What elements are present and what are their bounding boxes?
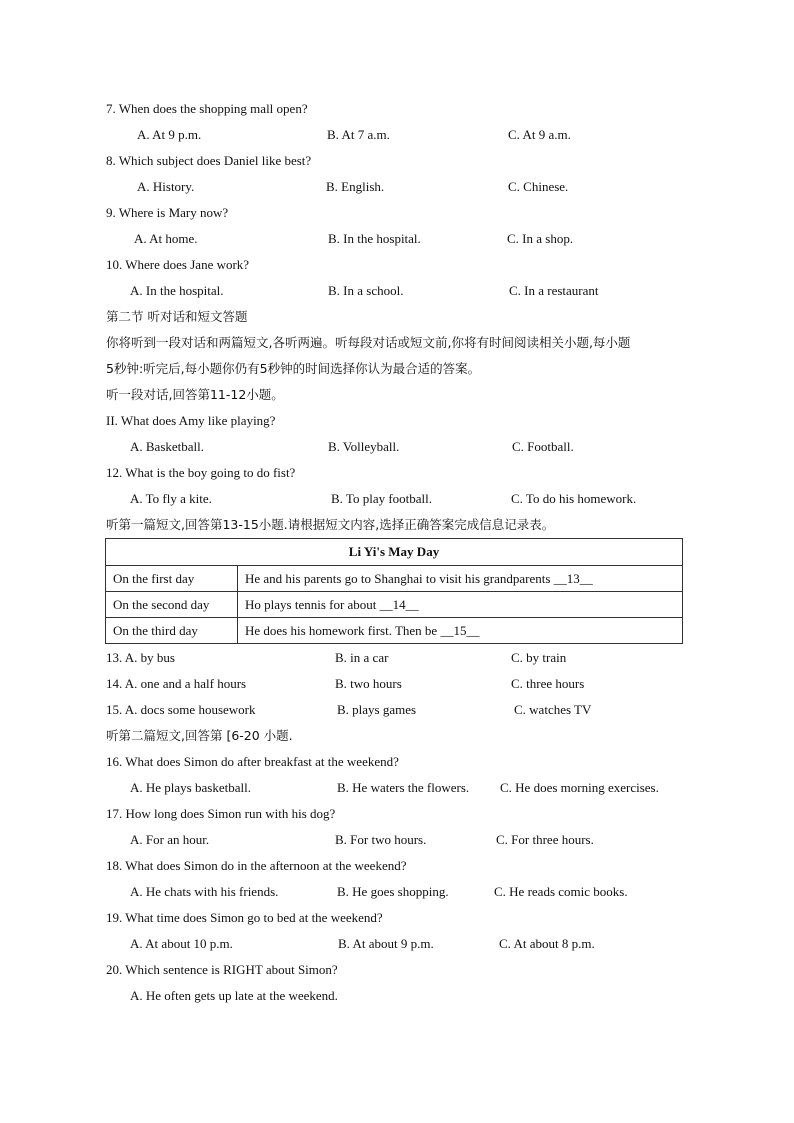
question-18-option-c: C. He reads comic books. bbox=[494, 884, 628, 899]
question-11-option-b: B. Volleyball. bbox=[328, 439, 400, 454]
table-cell-detail bbox=[238, 618, 683, 644]
question-7-stem: 7. When does the shopping mall open? bbox=[106, 101, 308, 116]
question-19-option-c: C. At about 8 p.m. bbox=[499, 936, 595, 951]
question-19-stem: 19. What time does Simon go to bed at the weekend? bbox=[106, 910, 383, 925]
table-cell-detail bbox=[238, 592, 683, 618]
detail-text: He does his homework first. Then be bbox=[245, 622, 441, 638]
question-10-option-c: C. In a restaurant bbox=[509, 283, 599, 298]
table-cell-detail bbox=[238, 566, 683, 592]
question-9-stem: 9. Where is Mary now? bbox=[106, 205, 229, 220]
table-title-row bbox=[106, 539, 683, 566]
question-17-option-a: A. For an hour. bbox=[130, 832, 210, 847]
question-14-option-c: C. three hours bbox=[511, 676, 585, 691]
question-18-stem: 18. What does Simon do in the afternoon at the weekend? bbox=[106, 858, 407, 873]
question-16-option-a: A. He plays basketball. bbox=[130, 780, 251, 795]
question-8-option-a: A. History. bbox=[137, 179, 195, 194]
question-18-option-b: B. He goes shopping. bbox=[337, 884, 449, 899]
question-8-option-c: C. Chinese. bbox=[508, 179, 569, 194]
instructions-line-2: 5秒钟:听完后,每小题你仍有5秒钟的时间选择你认为最合适的答案。 bbox=[106, 361, 481, 376]
question-9-option-b: B. In the hospital. bbox=[328, 231, 421, 246]
question-13-option-a: 13. A. by bus bbox=[106, 650, 175, 665]
question-16-option-c: C. He does morning exercises. bbox=[500, 780, 659, 795]
question-10-stem: 10. Where does Jane work? bbox=[106, 257, 250, 272]
detail-text: Ho plays tennis for about bbox=[245, 596, 380, 612]
question-19-option-b: B. At about 9 p.m. bbox=[338, 936, 434, 951]
table-row bbox=[106, 618, 683, 644]
table-title: Li Yi's May Day bbox=[106, 539, 683, 566]
question-20-option-a: A. He often gets up late at the weekend. bbox=[130, 988, 338, 1003]
question-15-option-b: B. plays games bbox=[337, 702, 417, 717]
question-15-option-c: C. watches TV bbox=[514, 702, 592, 717]
question-14-option-b: B. two hours bbox=[335, 676, 402, 691]
question-12-option-c: C. To do his homework. bbox=[511, 491, 637, 506]
question-7-option-c: C. At 9 a.m. bbox=[508, 127, 571, 142]
information-record-table bbox=[105, 538, 683, 644]
answer-blank-15: __15__ bbox=[440, 622, 480, 638]
question-14-option-a: 14. A. one and a half hours bbox=[106, 676, 247, 691]
table-row bbox=[106, 592, 683, 618]
question-13-option-c: C. by train bbox=[511, 650, 567, 665]
question-18-option-a: A. He chats with his friends. bbox=[130, 884, 279, 899]
answer-blank-13: __13__ bbox=[553, 570, 593, 586]
table-cell-day: On the third day bbox=[106, 618, 238, 644]
dialog-intro: 听一段对话,回答第11-12小题。 bbox=[106, 387, 284, 402]
passage-2-intro: 听第二篇短文,回答第 [6-20 小题. bbox=[106, 728, 293, 743]
question-20-stem: 20. Which sentence is RIGHT about Simon? bbox=[106, 962, 338, 977]
section-heading: 第二节 听对话和短文答题 bbox=[106, 309, 248, 324]
question-7-option-b: B. At 7 a.m. bbox=[327, 127, 390, 142]
question-13-option-b: B. in a car bbox=[335, 650, 389, 665]
question-15-option-a: 15. A. docs some housework bbox=[106, 702, 256, 717]
question-17-stem: 17. How long does Simon run with his dog? bbox=[106, 806, 336, 821]
table-cell-day: On the second day bbox=[106, 592, 238, 618]
table-row bbox=[106, 566, 683, 592]
question-10-option-b: B. In a school. bbox=[328, 283, 404, 298]
table-cell-day: On the first day bbox=[106, 566, 238, 592]
question-10-option-a: A. In the hospital. bbox=[130, 283, 224, 298]
question-12-option-a: A. To fly a kite. bbox=[130, 491, 212, 506]
question-17-option-b: B. For two hours. bbox=[335, 832, 427, 847]
question-12-option-b: B. To play football. bbox=[331, 491, 433, 506]
detail-text: He and his parents go to Shanghai to visit his grandparents bbox=[245, 570, 554, 586]
question-19-option-a: A. At about 10 p.m. bbox=[130, 936, 233, 951]
question-17-option-c: C. For three hours. bbox=[496, 832, 594, 847]
answer-blank-14: __14__ bbox=[379, 596, 419, 612]
instructions-line-1: 你将听到一段对话和两篇短文,各听两遍。听每段对话或短文前,你将有时间阅读相关小题,每小题 bbox=[106, 335, 631, 350]
question-9-option-a: A. At home. bbox=[134, 231, 198, 246]
question-11-stem: II. What does Amy like playing? bbox=[106, 413, 276, 428]
passage-1-intro: 听第一篇短文,回答第13-15小题.请根据短文内容,选择正确答案完成信息记录表。 bbox=[106, 517, 555, 532]
question-8-option-b: B. English. bbox=[326, 179, 385, 194]
question-16-stem: 16. What does Simon do after breakfast at the weekend? bbox=[106, 754, 399, 769]
question-12-stem: 12. What is the boy going to do fist? bbox=[106, 465, 296, 480]
question-8-stem: 8. Which subject does Daniel like best? bbox=[106, 153, 312, 168]
question-11-option-c: C. Football. bbox=[512, 439, 574, 454]
question-7-option-a: A. At 9 p.m. bbox=[137, 127, 202, 142]
question-9-option-c: C. In a shop. bbox=[507, 231, 574, 246]
question-16-option-b: B. He waters the flowers. bbox=[337, 780, 470, 795]
question-11-option-a: A. Basketball. bbox=[130, 439, 205, 454]
